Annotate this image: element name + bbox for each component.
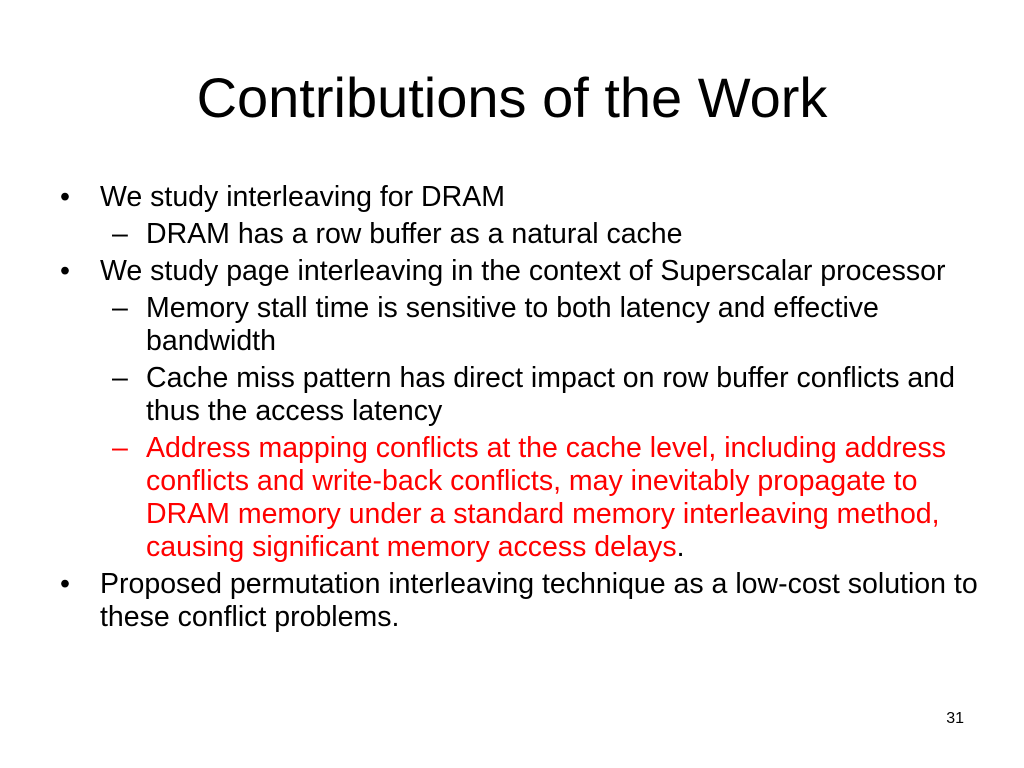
- bullet-marker: •: [60, 568, 70, 600]
- bullet-item: [60, 568, 980, 634]
- bullet-text: Proposed permutation interleaving technique as a low-cost solution to these conflict problems.: [100, 568, 978, 633]
- sub-bullet-item: [60, 292, 980, 358]
- page-number: 31: [946, 710, 964, 727]
- sub-bullet-item-highlighted: [60, 432, 980, 564]
- dash-marker: –: [112, 292, 128, 324]
- dash-marker: –: [112, 432, 128, 464]
- sub-bullet-item: [60, 362, 980, 428]
- bullet-list: [60, 181, 980, 638]
- highlighted-text: Address mapping conflicts at the cache level, including address conflicts and write-back conflicts, may inevitably propagate to DRAM memory under a standard memory interleaving method, causing significant memory access delays: [146, 432, 947, 563]
- dash-marker: –: [112, 362, 128, 394]
- bullet-item: [60, 181, 980, 214]
- dash-marker: –: [112, 218, 128, 250]
- bullet-text: We study interleaving for DRAM: [100, 181, 505, 213]
- bullet-marker: •: [60, 181, 70, 213]
- bullet-text: We study page interleaving in the context of Superscalar processor: [100, 255, 946, 287]
- sub-bullet-text: Cache miss pattern has direct impact on row buffer conflicts and thus the access latency: [146, 362, 955, 427]
- sentence-period: .: [676, 531, 685, 563]
- sub-bullet-item: [60, 218, 980, 251]
- bullet-marker: •: [60, 255, 70, 287]
- bullet-item: [60, 255, 980, 288]
- slide-title: Contributions of the Work: [196, 66, 828, 129]
- sub-bullet-text: DRAM has a row buffer as a natural cache: [146, 218, 683, 250]
- sub-bullet-text: Memory stall time is sensitive to both latency and effective bandwidth: [146, 292, 879, 357]
